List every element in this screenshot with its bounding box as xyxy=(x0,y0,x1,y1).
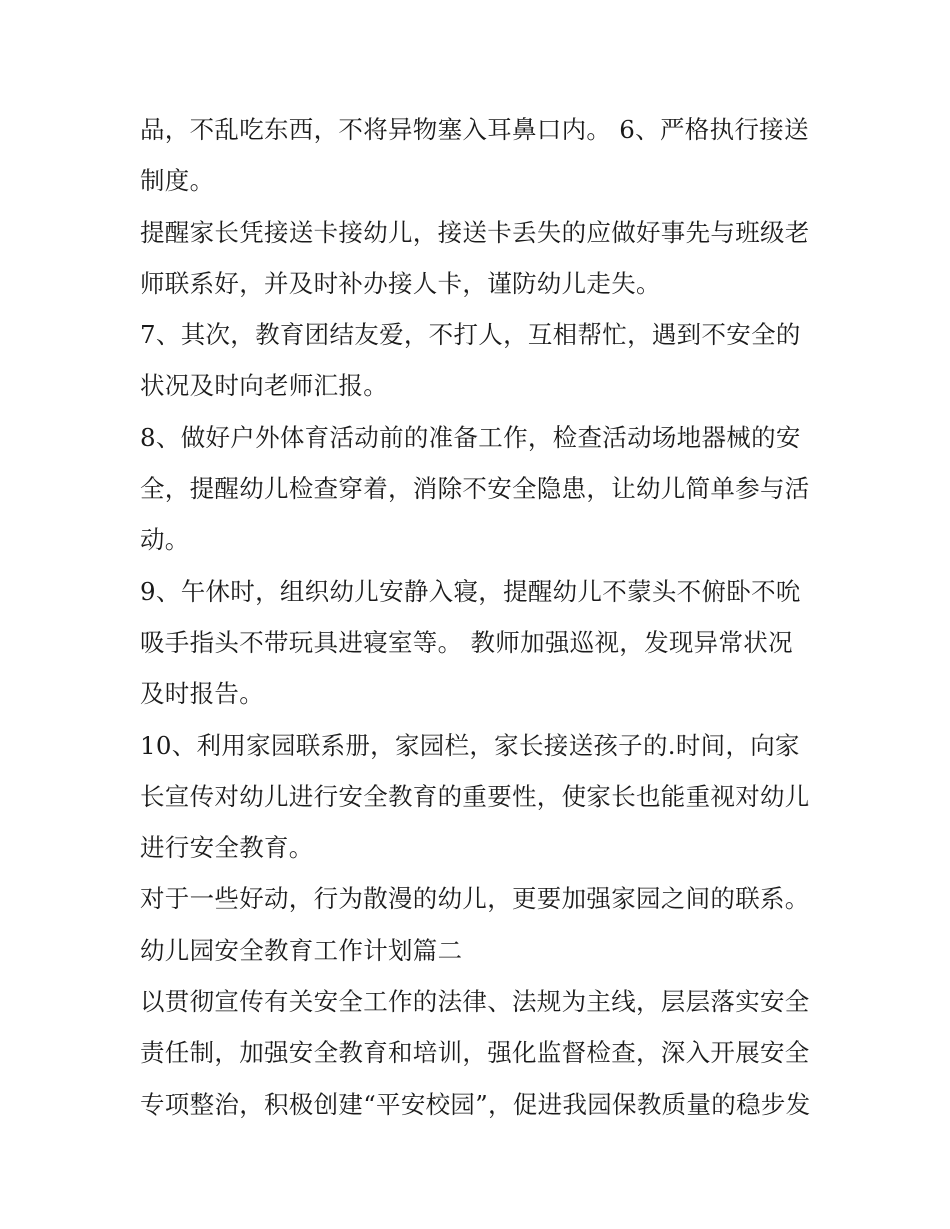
text-line: 对于一些好动，行为散漫的幼儿，更要加强家园之间的联系。 xyxy=(140,884,810,914)
text-line: 全，提醒幼儿检查穿着，消除不安全隐患，让幼儿简单参与活 xyxy=(140,474,810,504)
text-line: 8、做好户外体育活动前的准备工作，检查活动场地器械的安 xyxy=(140,422,801,452)
text-line: 以贯彻宣传有关安全工作的法律、法规为主线，层层落实安全 xyxy=(140,987,810,1017)
text-line: 专项整治，积极创建“平安校园”，促进我园保教质量的稳步发 xyxy=(140,1089,811,1119)
section-heading: 幼儿园安全教育工作计划篇二 xyxy=(140,935,463,965)
text-line: 师联系好，并及时补办接人卡，谨防幼儿走失。 xyxy=(140,268,661,298)
text-line: 及时报告。 xyxy=(140,679,264,709)
text-line: 品，不乱吃东西，不将异物塞入耳鼻口内。 6、严格执行接送 xyxy=(140,115,809,144)
text-line: 9、午休时，组织幼儿安静入寝，提醒幼儿不蒙头不俯卧不吮 xyxy=(140,576,801,606)
text-line: 提醒家长凭接送卡接幼儿，接送卡丢失的应做好事先与班级老 xyxy=(140,217,810,247)
text-line: 责任制，加强安全教育和培训，强化监督检查，深入开展安全 xyxy=(140,1038,810,1068)
text-line: 长宣传对幼儿进行安全教育的重要性，使家长也能重视对幼儿 xyxy=(140,781,810,811)
document-body xyxy=(140,104,820,1130)
text-line: 制度。 xyxy=(140,166,215,196)
text-line: 10、利用家园联系册，家园栏，家长接送孩子的.时间，向家 xyxy=(140,730,800,760)
text-line: 进行安全教育。 xyxy=(140,833,314,863)
text-line: 动。 xyxy=(140,525,190,555)
text-line: 吸手指头不带玩具进寝室等。 教师加强巡视，发现异常状况 xyxy=(140,627,793,657)
text-line: 7、其次，教育团结友爱，不打人，互相帮忙，遇到不安全的 xyxy=(140,320,801,350)
text-line: 状况及时向老师汇报。 xyxy=(140,371,388,401)
